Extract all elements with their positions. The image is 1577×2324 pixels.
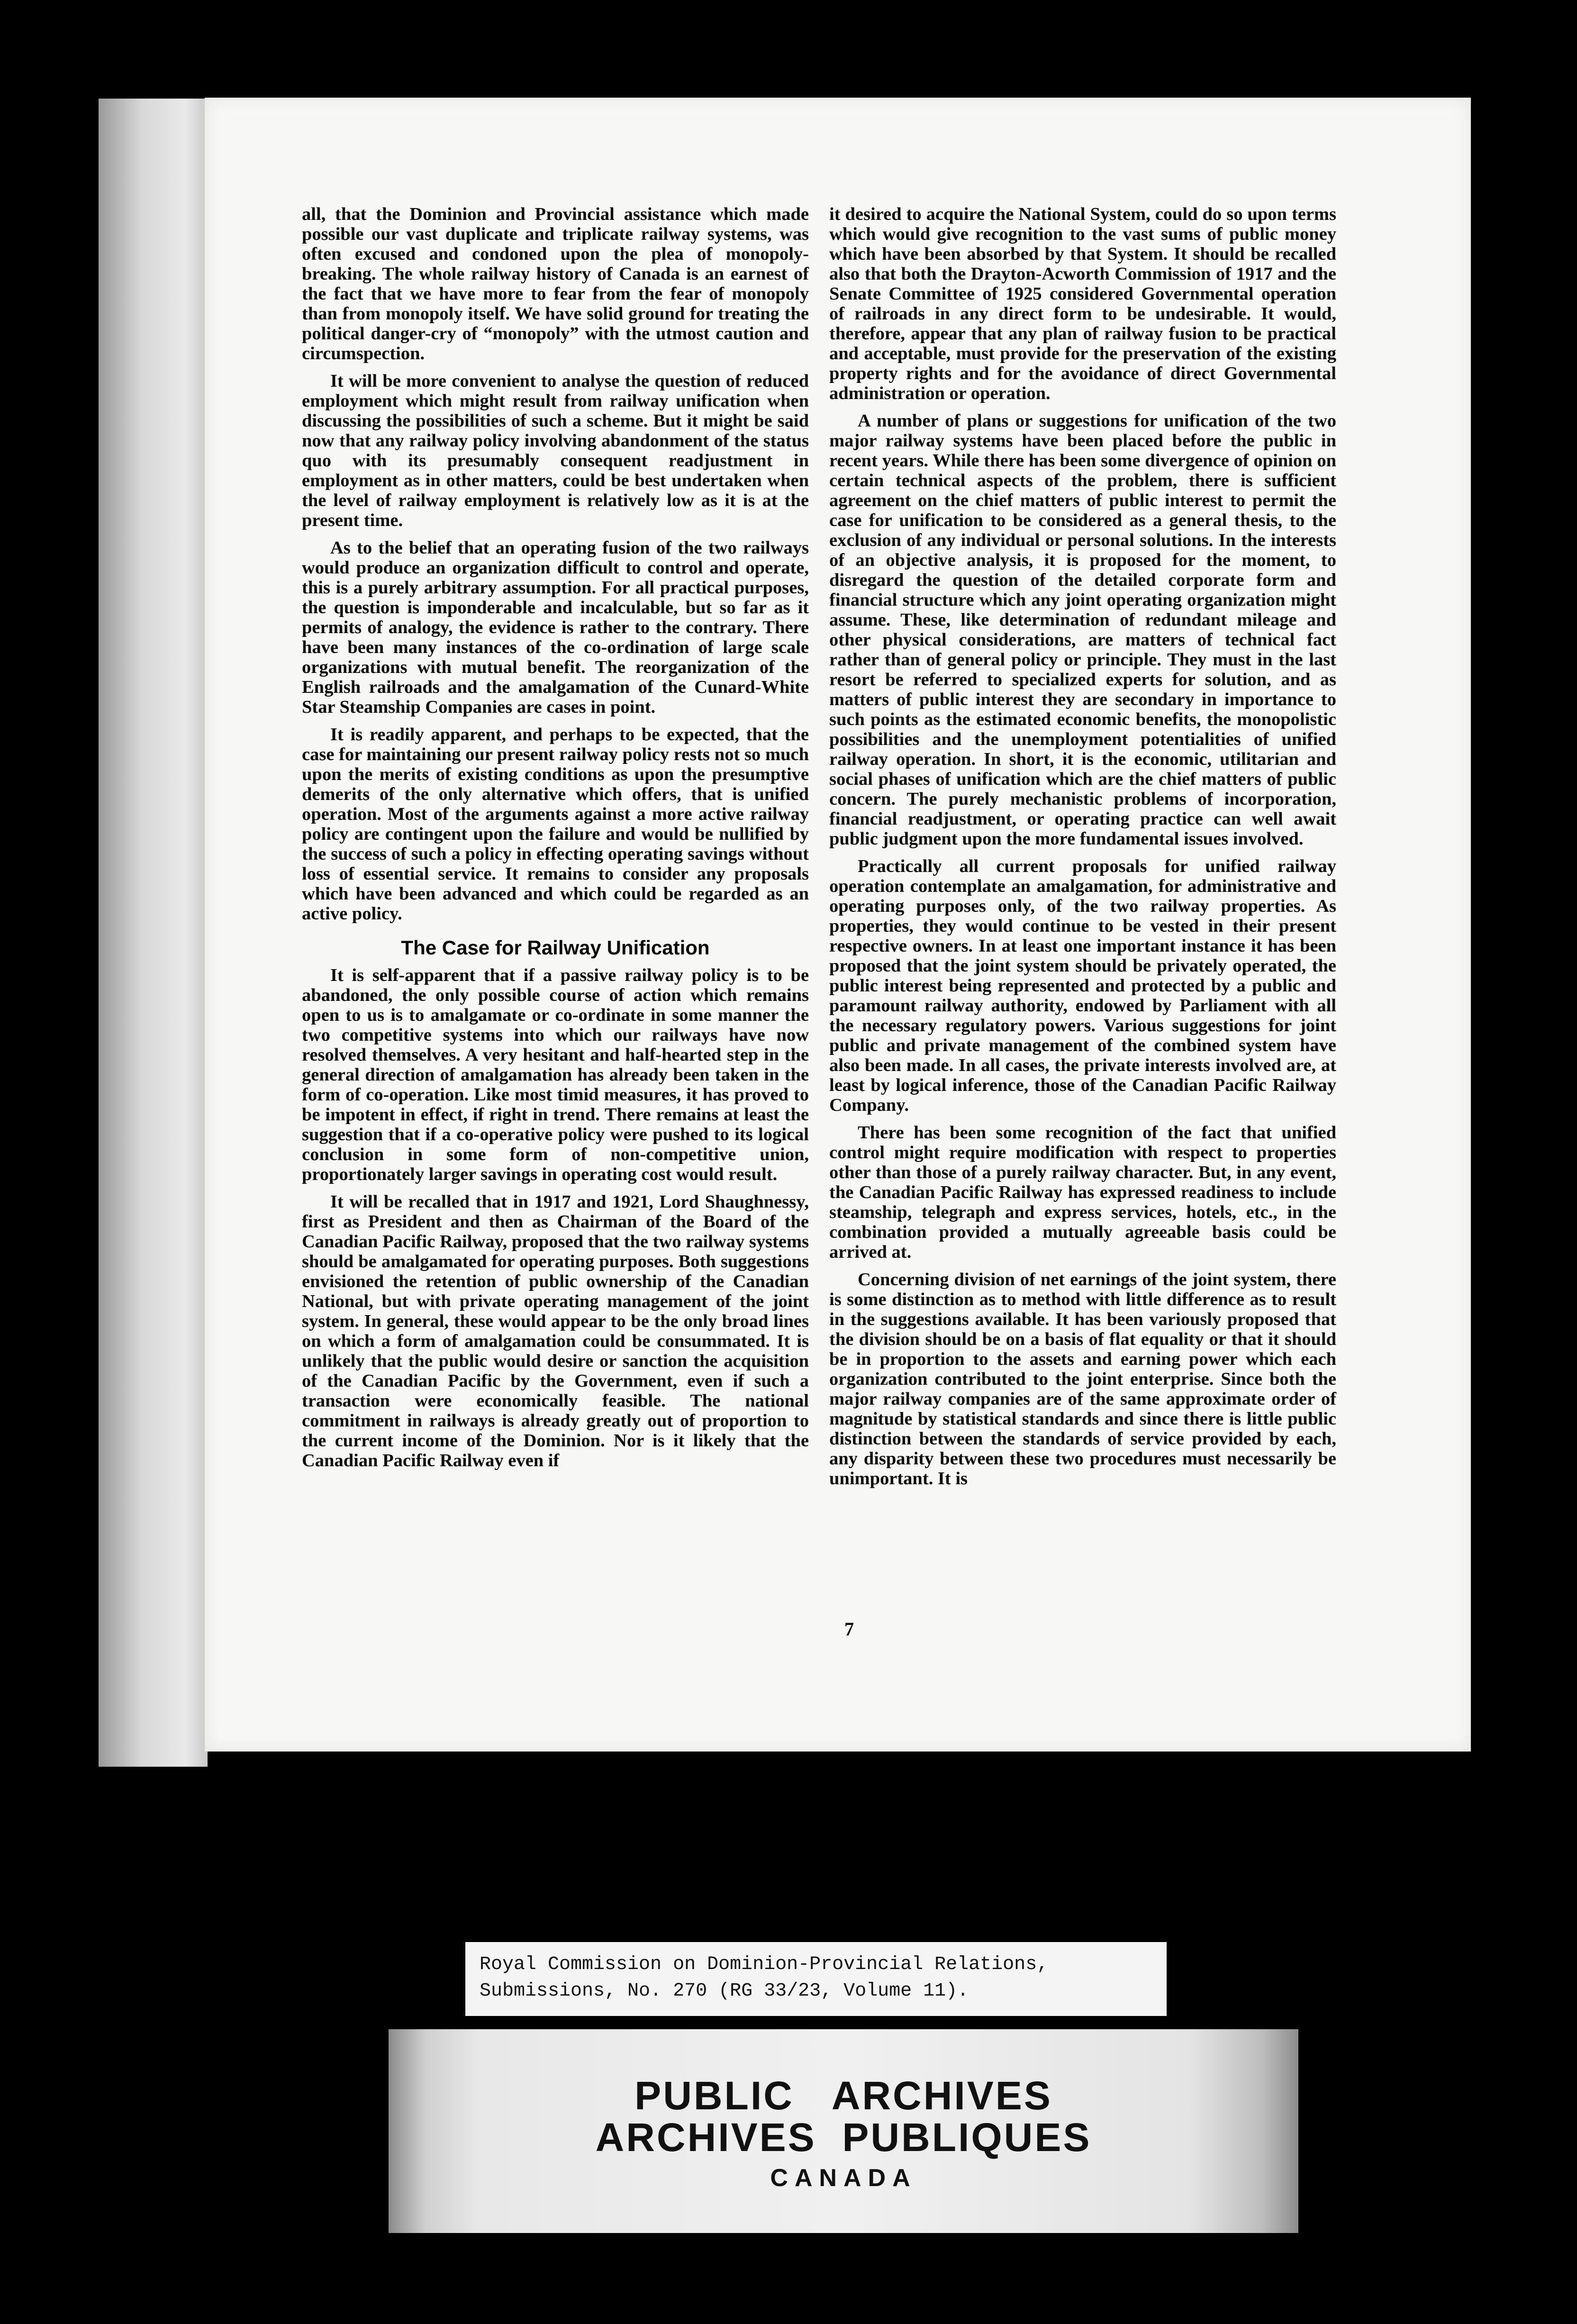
paragraph: It will be recalled that in 1917 and 1921, Lord Shaughnessy, first as President and then as Chairman of the Board of the Canadian Pacific Railway, proposed that the two railway systems should be amalgamated for operating purposes. Both suggestions envisioned the retention of public ownership of the Canadian National, but with private operating management of the joint system. In general, these would appear to be the only broad lines on which a form of amalgamation could be consummated. It is unlikely that the public would desire or sanction the acquisition of the Canadian Pacific by the Government, even if such a transaction were economically feasible. The national commitment in railways is already greatly out of proportion to the current income of the Dominion. Nor is it likely that the Canadian Pacific Railway even if: [302, 1192, 809, 1471]
paragraph: There has been some recognition of the fact that unified control might require modification with respect to properties other than those of a purely railway character. But, in any event, the Canadian Pacific Railway has expressed readiness to include steamship, telegraph and express services, hotels, etc., in the combination provided a mutually agreeable basis could be arrived at.: [829, 1123, 1336, 1262]
right-column: [829, 204, 1336, 1496]
paragraph: all, that the Dominion and Provincial assistance which made possible our vast duplicate and triplicate railway systems, was often excused and condoned upon the plea of monopoly-breaking. The whole railway history of Canada is an earnest of the fact that we have more to fear from the fear of monopoly than from monopoly itself. We have solid ground for treating the political danger-cry of “monopoly” with the utmost caution and circumspection.: [302, 204, 809, 363]
archives-stamp: [389, 2029, 1298, 2233]
page-number: 7: [844, 1618, 854, 1640]
book-spine: [99, 99, 208, 1767]
paragraph: Practically all current proposals for unified railway operation contemplate an amalgamation, for administrative and operating purposes only, of the two railway properties. As properties, they would continue to be vested in their present respective owners. In at least one important instance it has been proposed that the joint system should be privately operated, the public interest being represented and protected by a public and paramount railway authority, endowed by Parliament with all the necessary regulatory powers. Various suggestions for joint public and private management of the combined system have also been made. In all cases, the private interests involved are, at least by logical inference, those of the Canadian Pacific Railway Company.: [829, 856, 1336, 1115]
stamp-line-english: PUBLIC ARCHIVES: [634, 2073, 1052, 2118]
section-heading: The Case for Railway Unification: [401, 936, 710, 959]
caption-line: Submissions, No. 270 (RG 33/23, Volume 11).: [480, 1980, 969, 2002]
paragraph: it desired to acquire the National System, could do so upon terms which would give recognition to the vast sums of public money which have been absorbed by that System. It should be recalled also that both the Drayton-Acworth Commission of 1917 and the Senate Committee of 1925 considered Governmental operation of railroads in any direct form to be undesirable. It would, therefore, appear that any plan of railway fusion to be practical and acceptable, must provide for the preservation of the existing property rights and for the avoidance of direct Governmental administration or operation.: [829, 204, 1336, 403]
paragraph: It is self-apparent that if a passive railway policy is to be abandoned, the only possible course of action which remains open to us is to amalgamate or co-ordinate in some manner the two competitive systems into which our railways have now resolved themselves. A very hesitant and half-hearted step in the general direction of amalgamation has already been taken in the form of co-operation. Like most timid measures, it has proved to be impotent in effect, if right in trend. There remains at least the suggestion that if a co-operative policy were pushed to its logical conclusion in some form of non-competitive union, proportionately larger savings in operating cost would result.: [302, 965, 809, 1184]
paragraph: Concerning division of net earnings of the joint system, there is some distinction as to method with little difference as to result in the suggestions available. It has been variously proposed that the division should be on a basis of flat equality or that it should be in proportion to the assets and earning power which each organization contributed to the joint enterprise. Since both the major railway companies are of the same approximate order of magnitude by statistical standards and since there is little public distinction between the standards of service provided by each, any disparity between these two procedures must necessarily be unimportant. It is: [829, 1270, 1336, 1489]
paragraph: It is readily apparent, and perhaps to be expected, that the case for maintaining our present railway policy rests not so much upon the merits of existing conditions as upon the presumptive demerits of the only alternative which offers, that is unified operation. Most of the arguments against a more active railway policy are contingent upon the failure and would be nullified by the success of such a policy in effecting operating savings without loss of essential service. It remains to consider any proposals which have been advanced and which could be regarded as an active policy.: [302, 725, 809, 924]
caption-line: Royal Commission on Dominion-Provincial Relations,: [480, 1954, 1049, 1975]
paragraph: As to the belief that an operating fusion of the two railways would produce an organization difficult to control and operate, this is a purely arbitrary assumption. For all practical purposes, the question is imponderable and incalculable, but so far as it permits of analogy, the evidence is rather to the contrary. There have been many instances of the co-ordination of large scale organizations with mutual benefit. The reorganization of the English railroads and the amalgamation of the Cunard-White Star Steamship Companies are cases in point.: [302, 538, 809, 717]
paragraph: A number of plans or suggestions for unification of the two major railway systems have been placed before the public in recent years. While there has been some divergence of opinion on certain technical aspects of the problem, there is sufficient agreement on the chief matters of public interest to permit the case for unification to be considered as a general thesis, to the exclusion of any individual or personal solutions. In the interests of an objective analysis, it is proposed for the moment, to disregard the question of the detailed corporate form and financial structure which any joint operating organization might assume. These, like determination of redundant mileage and other physical considerations, are matters of technical fact rather than of general policy or principle. They must in the last resort be referred to specialized experts for solution, and as matters of public interest they are secondary in importance to such points as the estimated economic benefits, the monopolistic possibilities and the unemployment potentialities of unified railway operation. In short, it is the economic, utilitarian and social phases of unification which are the chief matters of public concern. The purely mechanistic problems of incorporation, financial readjustment, or operating practice can well await public judgment upon the more fundamental issues involved.: [829, 411, 1336, 849]
document-page: [205, 98, 1471, 1752]
stamp-line-french: ARCHIVES PUBLIQUES: [595, 2115, 1092, 2160]
stamp-line-country: CANADA: [770, 2164, 917, 2192]
paragraph: It will be more convenient to analyse the question of reduced employment which might result from railway unification when discussing the possibilities of such a scheme. But it might be said now that any railway policy involving abandonment of the status quo with its presumably consequent readjustment in employment as in other matters, could be best undertaken when the level of railway employment is relatively low as it is at the present time.: [302, 371, 809, 530]
archive-caption-label: [465, 1942, 1167, 2016]
left-column: [302, 204, 809, 1478]
